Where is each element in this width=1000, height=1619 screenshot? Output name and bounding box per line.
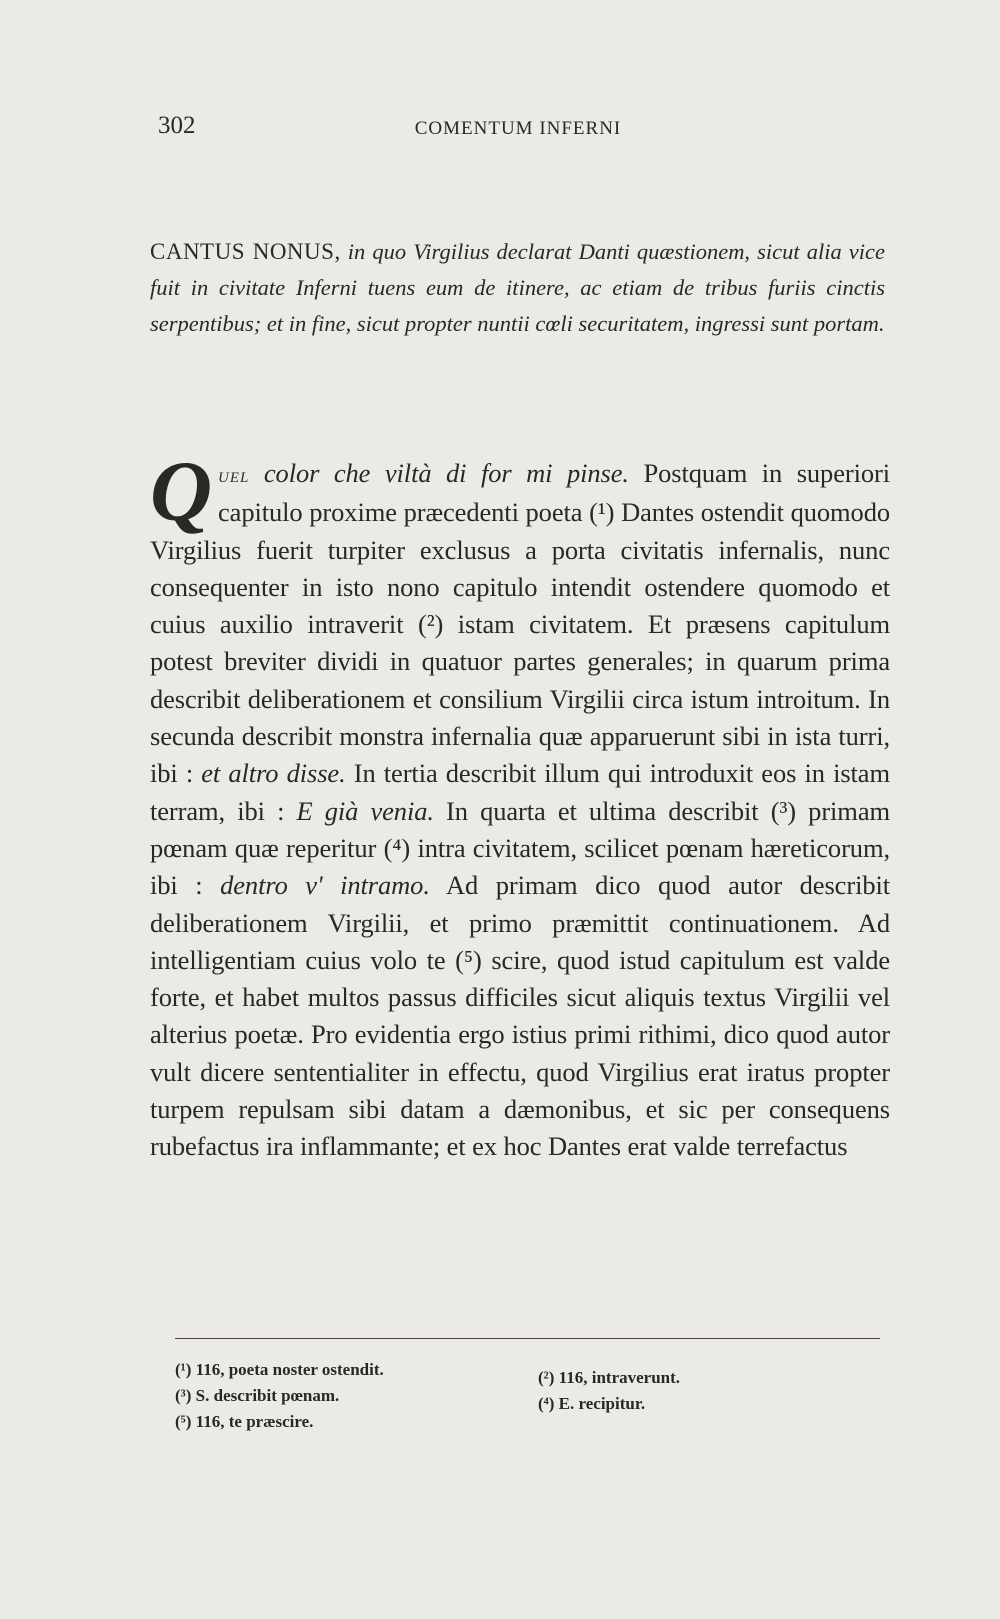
text-run: In tertia describit illum qui introduxit eos in istam terram, ibi : xyxy=(150,758,890,826)
footnotes-right-column xyxy=(538,1365,680,1417)
footnote-5: (⁵) 116, te præscire. xyxy=(175,1412,314,1431)
quote-2: E già venia. xyxy=(296,795,434,826)
page-header xyxy=(152,112,884,152)
footnote-3: (³) S. describit pœnam. xyxy=(175,1386,340,1405)
text-run: istam civitatem. Et præsens capitulum potest breviter dividi in quatuor partes generales; in quarum prima describit deliberationem et consilium Virgilii circa istum introitum. In secunda describit monstra infernalia quæ apparuerunt sibi in ista turri, ibi : xyxy=(150,609,891,789)
footnote-ref-4: (⁴) xyxy=(383,832,411,863)
incipit-smallcaps: uel xyxy=(218,463,250,487)
text-run: Ad primam dico quod autor describit deliberationem Virgilii, et primo præmittit continuationem. Ad intelligentiam cuius volo te xyxy=(150,870,891,975)
footnote-ref-2: (²) xyxy=(417,609,444,640)
drop-cap: Q xyxy=(150,443,213,539)
canto-summary xyxy=(150,234,885,342)
running-head: COMENTUM INFERNI xyxy=(414,118,622,139)
quote-1: et altro disse. xyxy=(201,758,346,789)
footnotes-left-column xyxy=(175,1357,384,1435)
text-run: In quarta et ultima describit xyxy=(433,795,771,826)
footnote-ref-5: (⁵) xyxy=(455,944,482,975)
footnote-1: (¹) 116, poeta noster ostendit. xyxy=(175,1360,384,1379)
quote-3: dentro v' intramo. xyxy=(220,870,430,901)
footnote-4: (⁴) E. recipitur. xyxy=(538,1394,646,1413)
commentary-paragraph xyxy=(150,443,891,1166)
text-run: scire, quod istud capitulum est valde forte, et habet multos passus difficiles sicut aliquis textus Virgilii vel alterius poetæ. Pro evidentia ergo istius primi rithimi, dico quod autor vult dicere sententialiter in effectu, quod Virgilius erat iratus propter turpem repulsam sibi datam a dæmonibus, et sic per consequens rubefactus ira inflammante; et ex hoc Dantes erat valde terrefactus xyxy=(150,944,891,1162)
footnote-ref-1: (¹) xyxy=(589,497,615,528)
text-run: Dantes ostendit quomodo Virgilius fuerit turpiter exclusus a porta civitatis infernalis, nunc consequenter in isto nono capitulo intendit ostendere quomodo et cuius auxilio intraverit xyxy=(150,497,890,640)
incipit-text: color che viltà di for mi pinse. xyxy=(249,458,629,488)
footnote-2: (²) 116, intraverunt. xyxy=(538,1368,681,1387)
text-run: Postquam in superiori capitulo proxime præcedenti poeta xyxy=(218,458,890,528)
summary-text: in quo Virgilius declarat Danti quæstionem, sicut alia vice fuit in civitate Inferni tuens eum de itinere, ac etiam de tribus furiis cinctis serpentibus; et in fine, sicut propter nuntii cœli securitatem, ingressi sunt portam. xyxy=(150,239,886,336)
text-run: intra civitatem, scilicet pœnam hæreticorum, ibi : xyxy=(150,832,890,901)
text-run: primam pœnam quæ reperitur xyxy=(150,795,890,863)
page-number: 302 xyxy=(158,112,196,139)
footnote-ref-3: (³) xyxy=(770,795,797,826)
cantus-title: CANTUS NONUS, xyxy=(150,239,341,264)
footnote-divider xyxy=(175,1338,880,1339)
